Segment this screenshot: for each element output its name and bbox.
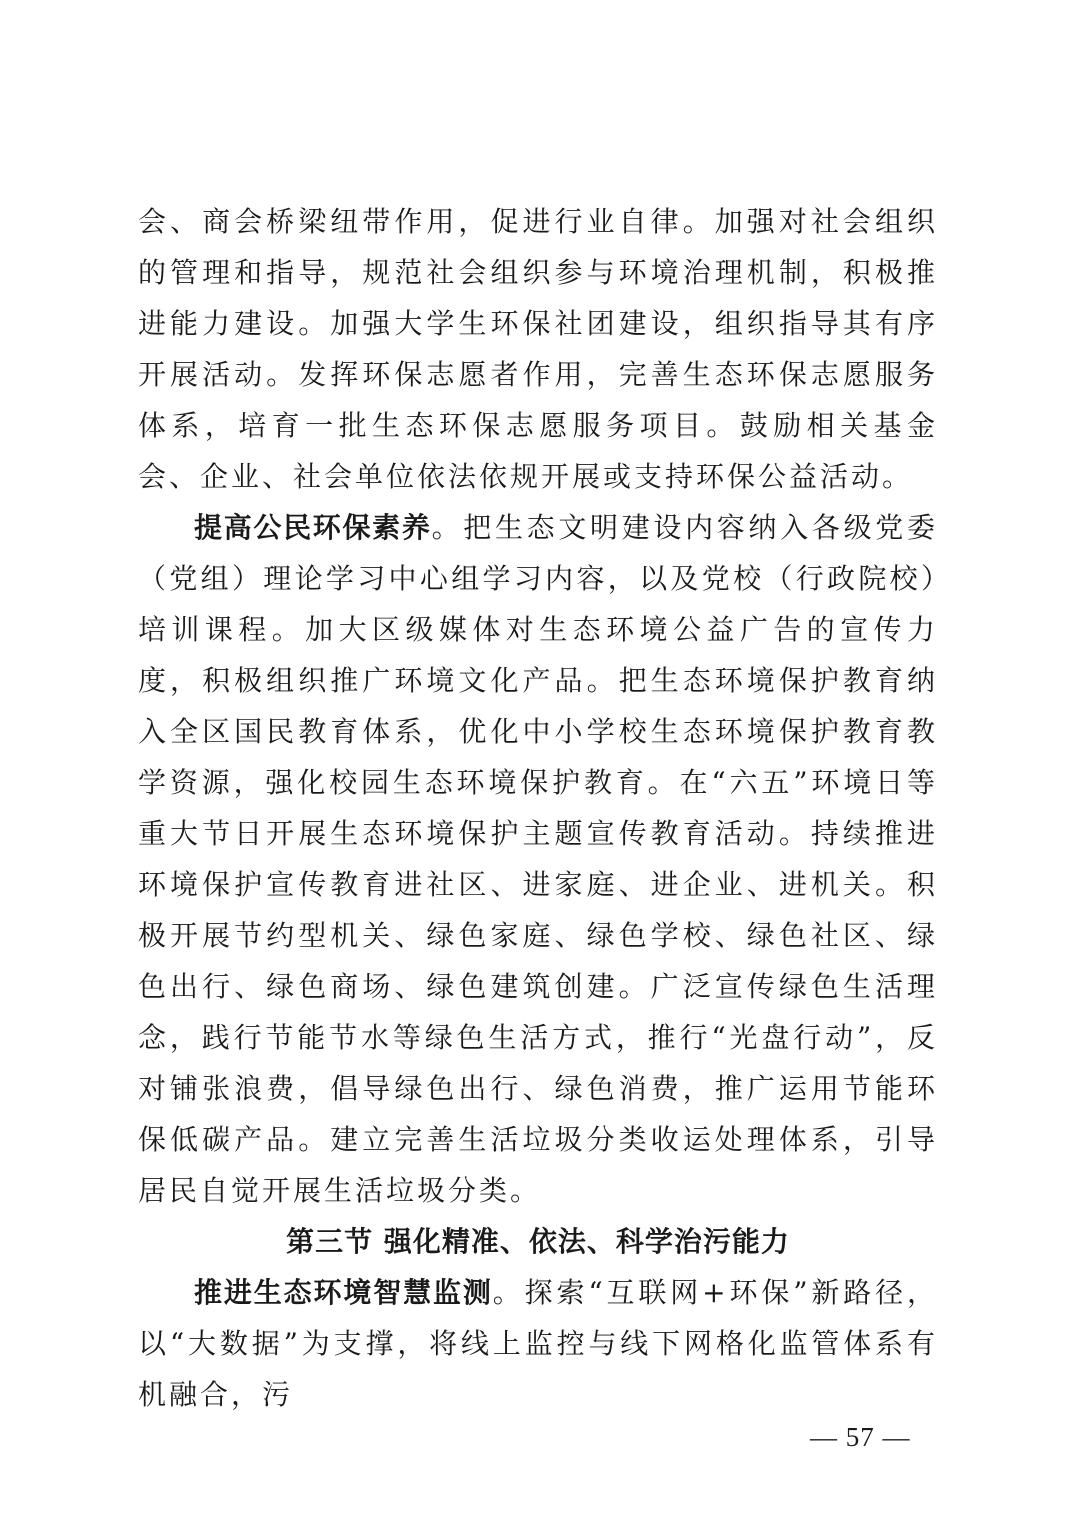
paragraph-text: 会、商会桥梁纽带作用，促进行业自律。加强对社会组织的管理和指导，规范社会组织参与环境治理机制，积极推进能力建设。加强大学生环保社团建设，组织指导其有序开展活动。发挥环保志愿者作用，完善生态环保志愿服务体系，培育一批生态环保志愿服务项目。鼓励相关基金会、企业、社会单位依法依规开展或支持环保公益活动。 <box>138 205 938 493</box>
paragraph-lead-heading: 推进生态环境智慧监测 <box>194 1276 493 1309</box>
section-heading: 第三节 强化精准、依法、科学治污能力 <box>286 1225 790 1258</box>
paragraph-text: 。探索“互联网+环保”新路径，以“大数据”为支撑，将线上监控与线下网格化监管体系有机融合，污 <box>138 1276 938 1411</box>
paragraph-text: 。把生态文明建设内容纳入各级党委（党组）理论学习中心组学习内容，以及党校（行政院校）培训课程。加大区级媒体对生态环境公益广告的宣传力度，积极组织推广环境文化产品。把生态环境保护教育纳入全区国民教育体系，优化中小学校生态环境保护教育教学资源，强化校园生态环境保护教育。在“六五”环境日等重大节日开展生态环境保护主题宣传教育活动。持续推进环境保护宣传教育进社区、进家庭、进企业、进机关。积极开展节约型机关、绿色家庭、绿色学校、绿色社区、绿色出行、绿色商场、绿色建筑创建。广泛宣传绿色生活理念，践行节能节水等绿色生活方式，推行“光盘行动”，反对铺张浪费，倡导绿色出行、绿色消费，推广运用节能环保低碳产品。建立完善生活垃圾分类收运处理体系，引导居民自觉开展生活垃圾分类。 <box>138 511 938 1207</box>
body-text <box>138 196 938 1420</box>
paragraph-continuation <box>138 196 938 502</box>
paragraph-lead-heading: 提高公民环保素养 <box>194 511 432 544</box>
paragraph-citizen-literacy <box>138 502 938 1216</box>
page-number: — 57 — <box>810 1422 911 1452</box>
paragraph-smart-monitoring <box>138 1267 938 1420</box>
